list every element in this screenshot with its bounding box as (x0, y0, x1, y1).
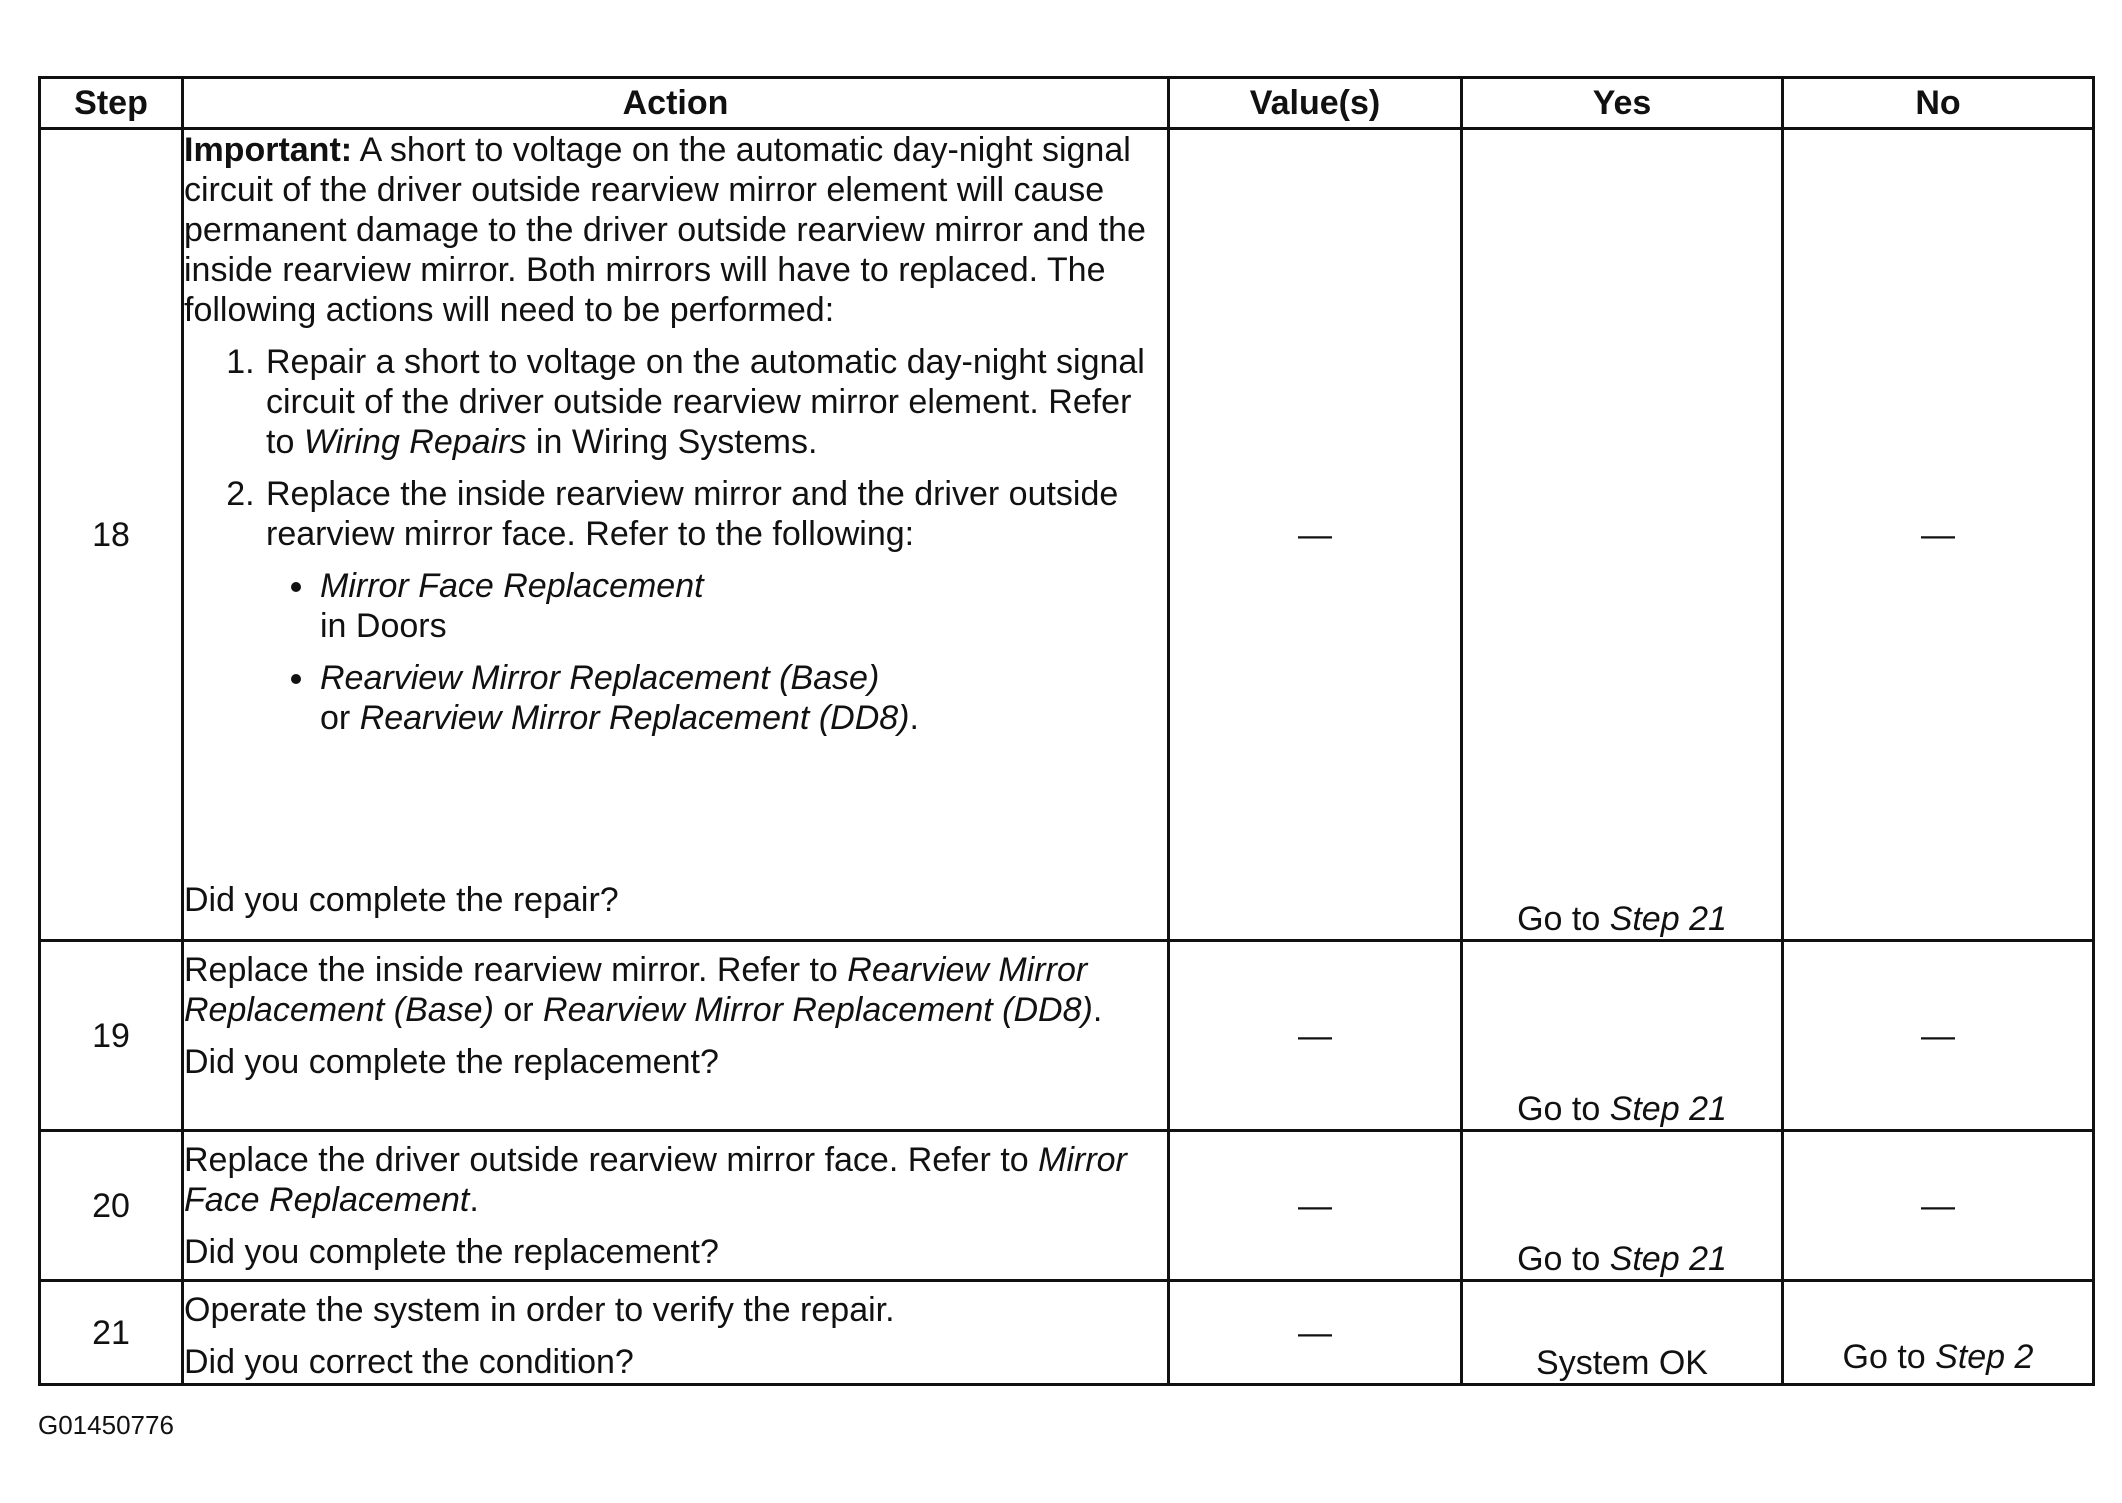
instruction-text: Replace the inside rearview mirror. Refer to (184, 951, 848, 989)
step-text: in Wiring Systems. (526, 423, 818, 461)
value-cell: — (1169, 941, 1462, 1131)
header-values: Value(s) (1169, 78, 1462, 129)
reference-link: Mirror Face Replacement (184, 1141, 1127, 1219)
list-item (264, 342, 1167, 462)
step-number: 19 (40, 941, 183, 1131)
no-cell: — (1783, 941, 2094, 1131)
instruction-text: . (469, 1181, 479, 1219)
step-number: 18 (40, 129, 183, 941)
value-cell: — (1169, 1131, 1462, 1281)
action-text: Operate the system in order to verify the repair. (184, 1291, 895, 1329)
important-label: Important: (184, 131, 353, 169)
reference-link: Rearview Mirror Replacement (DD8) (543, 991, 1093, 1029)
reference-text: in Doors (320, 607, 447, 645)
value-cell: — (1169, 1281, 1462, 1385)
step-link[interactable]: Step 2 (1935, 1338, 2034, 1376)
important-note (184, 130, 1167, 330)
reference-list (266, 566, 1167, 738)
reference-text: or (320, 699, 360, 737)
action-text (184, 950, 1167, 1030)
question-text: Did you complete the replacement? (184, 1233, 719, 1271)
header-yes: Yes (1462, 78, 1783, 129)
yes-cell (1462, 129, 1783, 941)
action-cell (183, 1131, 1169, 1281)
table-row (40, 1281, 2094, 1385)
list-item (318, 658, 1167, 738)
yes-text: Go to (1517, 1240, 1610, 1278)
yes-text: Go to (1517, 1090, 1610, 1128)
action-cell (183, 941, 1169, 1131)
header-step: Step (40, 78, 183, 129)
value-cell: — (1169, 129, 1462, 941)
step-link[interactable]: Step 21 (1609, 1240, 1727, 1278)
reference-link: Rearview Mirror Replacement (Base) (320, 659, 880, 697)
step-text: Repair a short to voltage on the automatic day-night signal circuit of the driver outside rearview mirror element. Refer to (266, 343, 1145, 461)
instruction-text: . (1092, 991, 1103, 1029)
step-text: Replace the inside rearview mirror and the driver outside rearview mirror face. Refer to the following: (266, 475, 1119, 553)
yes-cell (1462, 941, 1783, 1131)
action-cell (183, 129, 1169, 941)
diagnostic-table (38, 76, 2095, 1386)
table-row (40, 941, 2094, 1131)
question-text: Did you complete the repair? (184, 881, 619, 919)
action-cell (183, 1281, 1169, 1385)
table-header-row (40, 78, 2094, 129)
question-text: Did you correct the condition? (184, 1343, 634, 1381)
important-text: A short to voltage on the automatic day-night signal circuit of the driver outside rearview mirror element will cause permanent damage to the driver outside rearview mirror and the inside rearview mirror. Both mirrors will have to replaced. The following actions will need to be performed: (184, 131, 1146, 329)
table-row (40, 129, 2094, 941)
reference-link: Rearview Mirror Replacement (Base) (184, 951, 1088, 1029)
step-number: 20 (40, 1131, 183, 1281)
figure-id: G01450776 (38, 1410, 174, 1440)
reference-link: Mirror Face Replacement (320, 567, 704, 605)
instruction-text: or (493, 991, 544, 1029)
header-no: No (1783, 78, 2094, 129)
repair-steps-list (184, 342, 1167, 750)
no-cell: — (1783, 129, 2094, 941)
instruction-text: Replace the driver outside rearview mirror face. Refer to (184, 1141, 1039, 1179)
list-item (264, 474, 1167, 738)
list-item (318, 566, 1167, 646)
no-text: Go to (1842, 1338, 1936, 1376)
reference-text: . (909, 699, 919, 737)
no-cell (1783, 1281, 2094, 1385)
reference-link: Rearview Mirror Replacement (DD8) (359, 699, 910, 737)
yes-cell (1462, 1131, 1783, 1281)
table-row (40, 1131, 2094, 1281)
step-number: 21 (40, 1281, 183, 1385)
question-text: Did you complete the replacement? (184, 1043, 719, 1081)
step-link[interactable]: Step 21 (1609, 1090, 1727, 1128)
reference-link: Wiring Repairs (303, 423, 527, 461)
step-link[interactable]: Step 21 (1609, 900, 1727, 938)
header-action: Action (183, 78, 1169, 129)
yes-cell: System OK (1462, 1281, 1783, 1385)
diagnostic-table-container (38, 76, 2092, 1386)
action-text (184, 1140, 1167, 1220)
yes-text: Go to (1517, 900, 1610, 938)
no-cell: — (1783, 1131, 2094, 1281)
